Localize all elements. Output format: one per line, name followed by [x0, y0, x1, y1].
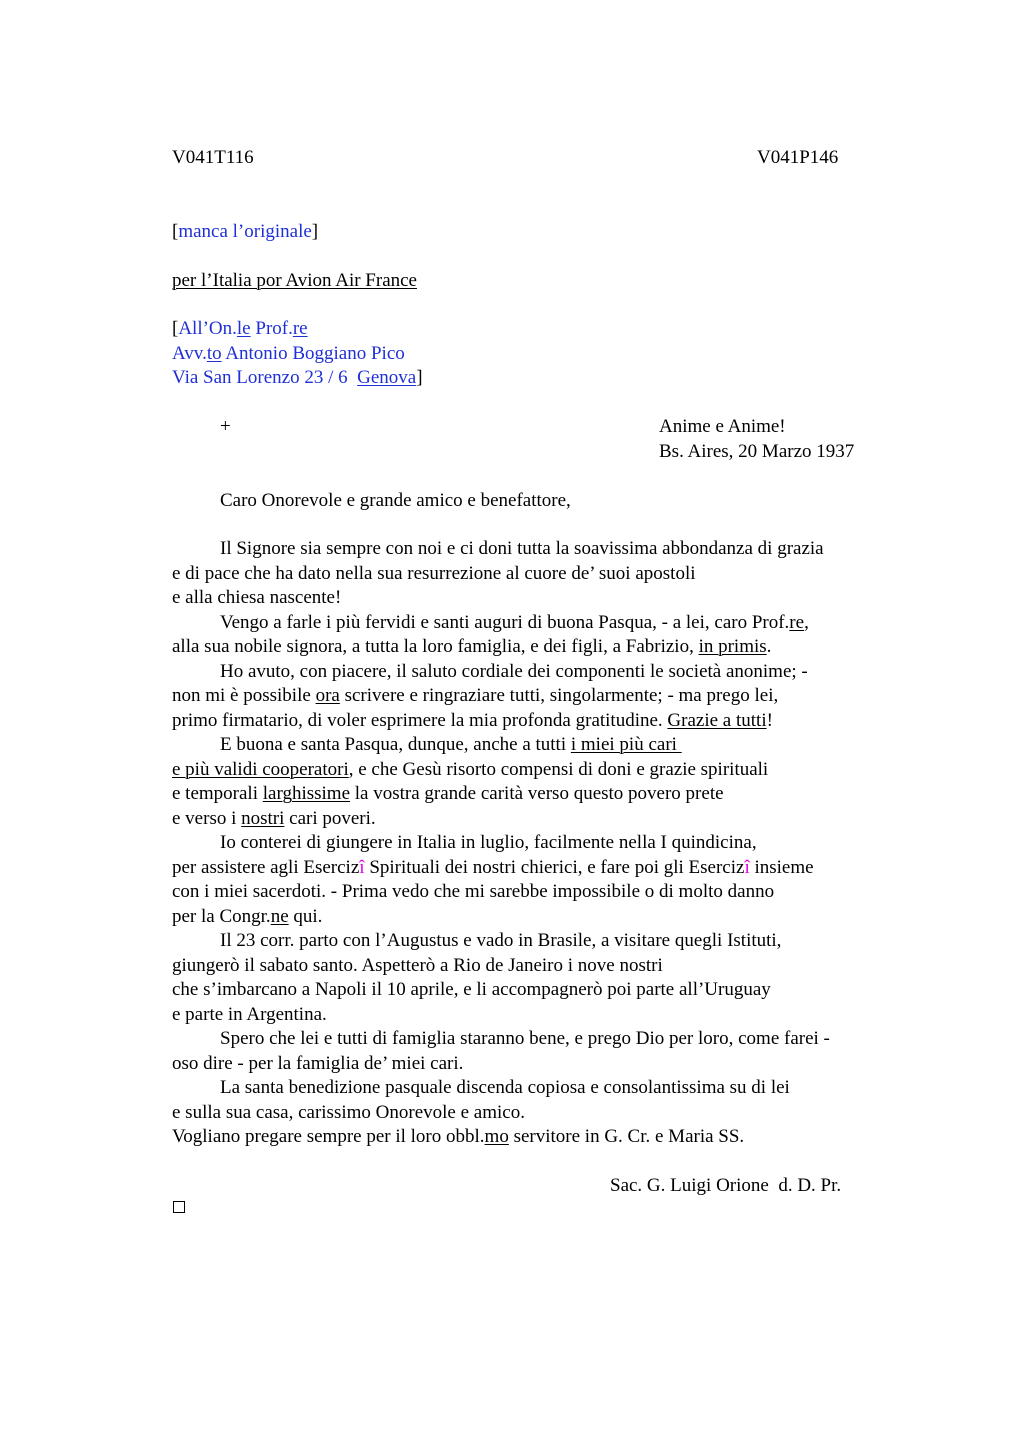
body-line: Spero che lei e tutti di famiglia staranno bene, e prego Dio per loro, come farei - — [220, 1028, 830, 1049]
address-line-2: Avv.to Antonio Boggiano Pico — [172, 343, 405, 364]
body-line: Io conterei di giungere in Italia in luglio, facilmente nella I quindicina, — [220, 832, 757, 853]
letter-body — [172, 537, 830, 1150]
end-square-icon — [173, 1201, 185, 1213]
body-line: alla sua nobile signora, a tutta la loro famiglia, e dei figli, a Fabrizio, in primis. — [172, 636, 772, 657]
body-line: Il 23 corr. parto con l’Augustus e vado in Brasile, a visitare quegli Istituti, — [220, 930, 782, 951]
body-line: Vengo a farle i più fervidi e santi auguri di buona Pasqua, - a lei, caro Prof.re, — [220, 611, 809, 633]
body-line: E buona e santa Pasqua, dunque, anche a tutti i miei più cari — [220, 734, 682, 755]
salutation: Caro Onorevole e grande amico e benefattore, — [220, 490, 571, 511]
body-line: e verso i nostri cari poveri. — [172, 807, 376, 829]
body-line: oso dire - per la famiglia de’ miei cari. — [172, 1052, 464, 1074]
body-line: e sulla sua casa, carissimo Onorevole e amico. — [172, 1101, 525, 1123]
document-code-right: V041P146 — [757, 147, 839, 168]
missing-original-note: manca l’originale — [178, 221, 312, 242]
body-line: e parte in Argentina. — [172, 1003, 327, 1025]
body-line: primo firmatario, di voler esprimere la mia profonda gratitudine. Grazie a tutti! — [172, 709, 773, 731]
body-line: Ho avuto, con piacere, il saluto cordiale dei componenti le società anonime; - — [220, 660, 808, 682]
bracket-close: ] — [311, 221, 319, 242]
motto: Anime e Anime! — [659, 416, 786, 437]
accent-char: î — [744, 856, 750, 878]
body-line: e alla chiesa nascente! — [172, 587, 342, 608]
routing-line: per l’Italia por Avion Air France — [172, 270, 417, 291]
body-line: e più validi cooperatori, e che Gesù risorto compensi di doni e grazie spirituali — [172, 758, 769, 780]
body-line: Il Signore sia sempre con noi e ci doni tutta la soavissima abbondanza di grazia — [220, 538, 824, 559]
body-line: Vogliano pregare sempre per il loro obbl.mo servitore in G. Cr. e Maria SS. — [172, 1126, 745, 1147]
body-line: giungerò il sabato santo. Aspetterò a Rio de Janeiro i nove nostri — [172, 954, 663, 976]
body-line: con i miei sacerdoti. - Prima vedo che mi sarebbe impossibile o di molto danno — [172, 881, 775, 902]
editorial-note — [172, 220, 318, 245]
document-code-left: V041T116 — [172, 147, 254, 168]
place-date: Bs. Aires, 20 Marzo 1937 — [659, 441, 855, 462]
body-line: e temporali larghissime la vostra grande carità verso questo povero prete — [172, 783, 724, 804]
body-line: che s’imbarcano a Napoli il 10 aprile, e li accompagnerò poi parte all’Uruguay — [172, 979, 771, 1000]
body-line: non mi è possibile ora scrivere e ringraziare tutti, singolarmente; - ma prego lei, — [172, 685, 779, 706]
address-line-1: [All’On.le Prof.re — [172, 318, 308, 339]
body-line: La santa benedizione pasquale discenda copiosa e consolantissima su di lei — [220, 1077, 790, 1098]
body-line: per la Congr.ne qui. — [172, 905, 323, 927]
signature: Sac. G. Luigi Orione d. D. Pr. — [610, 1175, 842, 1196]
body-line: e di pace che ha dato nella sua resurrezione al cuore de’ suoi apostoli — [172, 562, 696, 584]
accent-char: î — [359, 856, 365, 878]
body-line: per assistere agli Esercizî Spirituali dei nostri chierici, e fare poi gli Esercizî insieme — [172, 856, 814, 878]
bracket-open: [ — [172, 221, 179, 242]
cross-mark: + — [220, 416, 231, 437]
address-line-3: Via San Lorenzo 23 / 6 Genova] — [172, 367, 423, 388]
